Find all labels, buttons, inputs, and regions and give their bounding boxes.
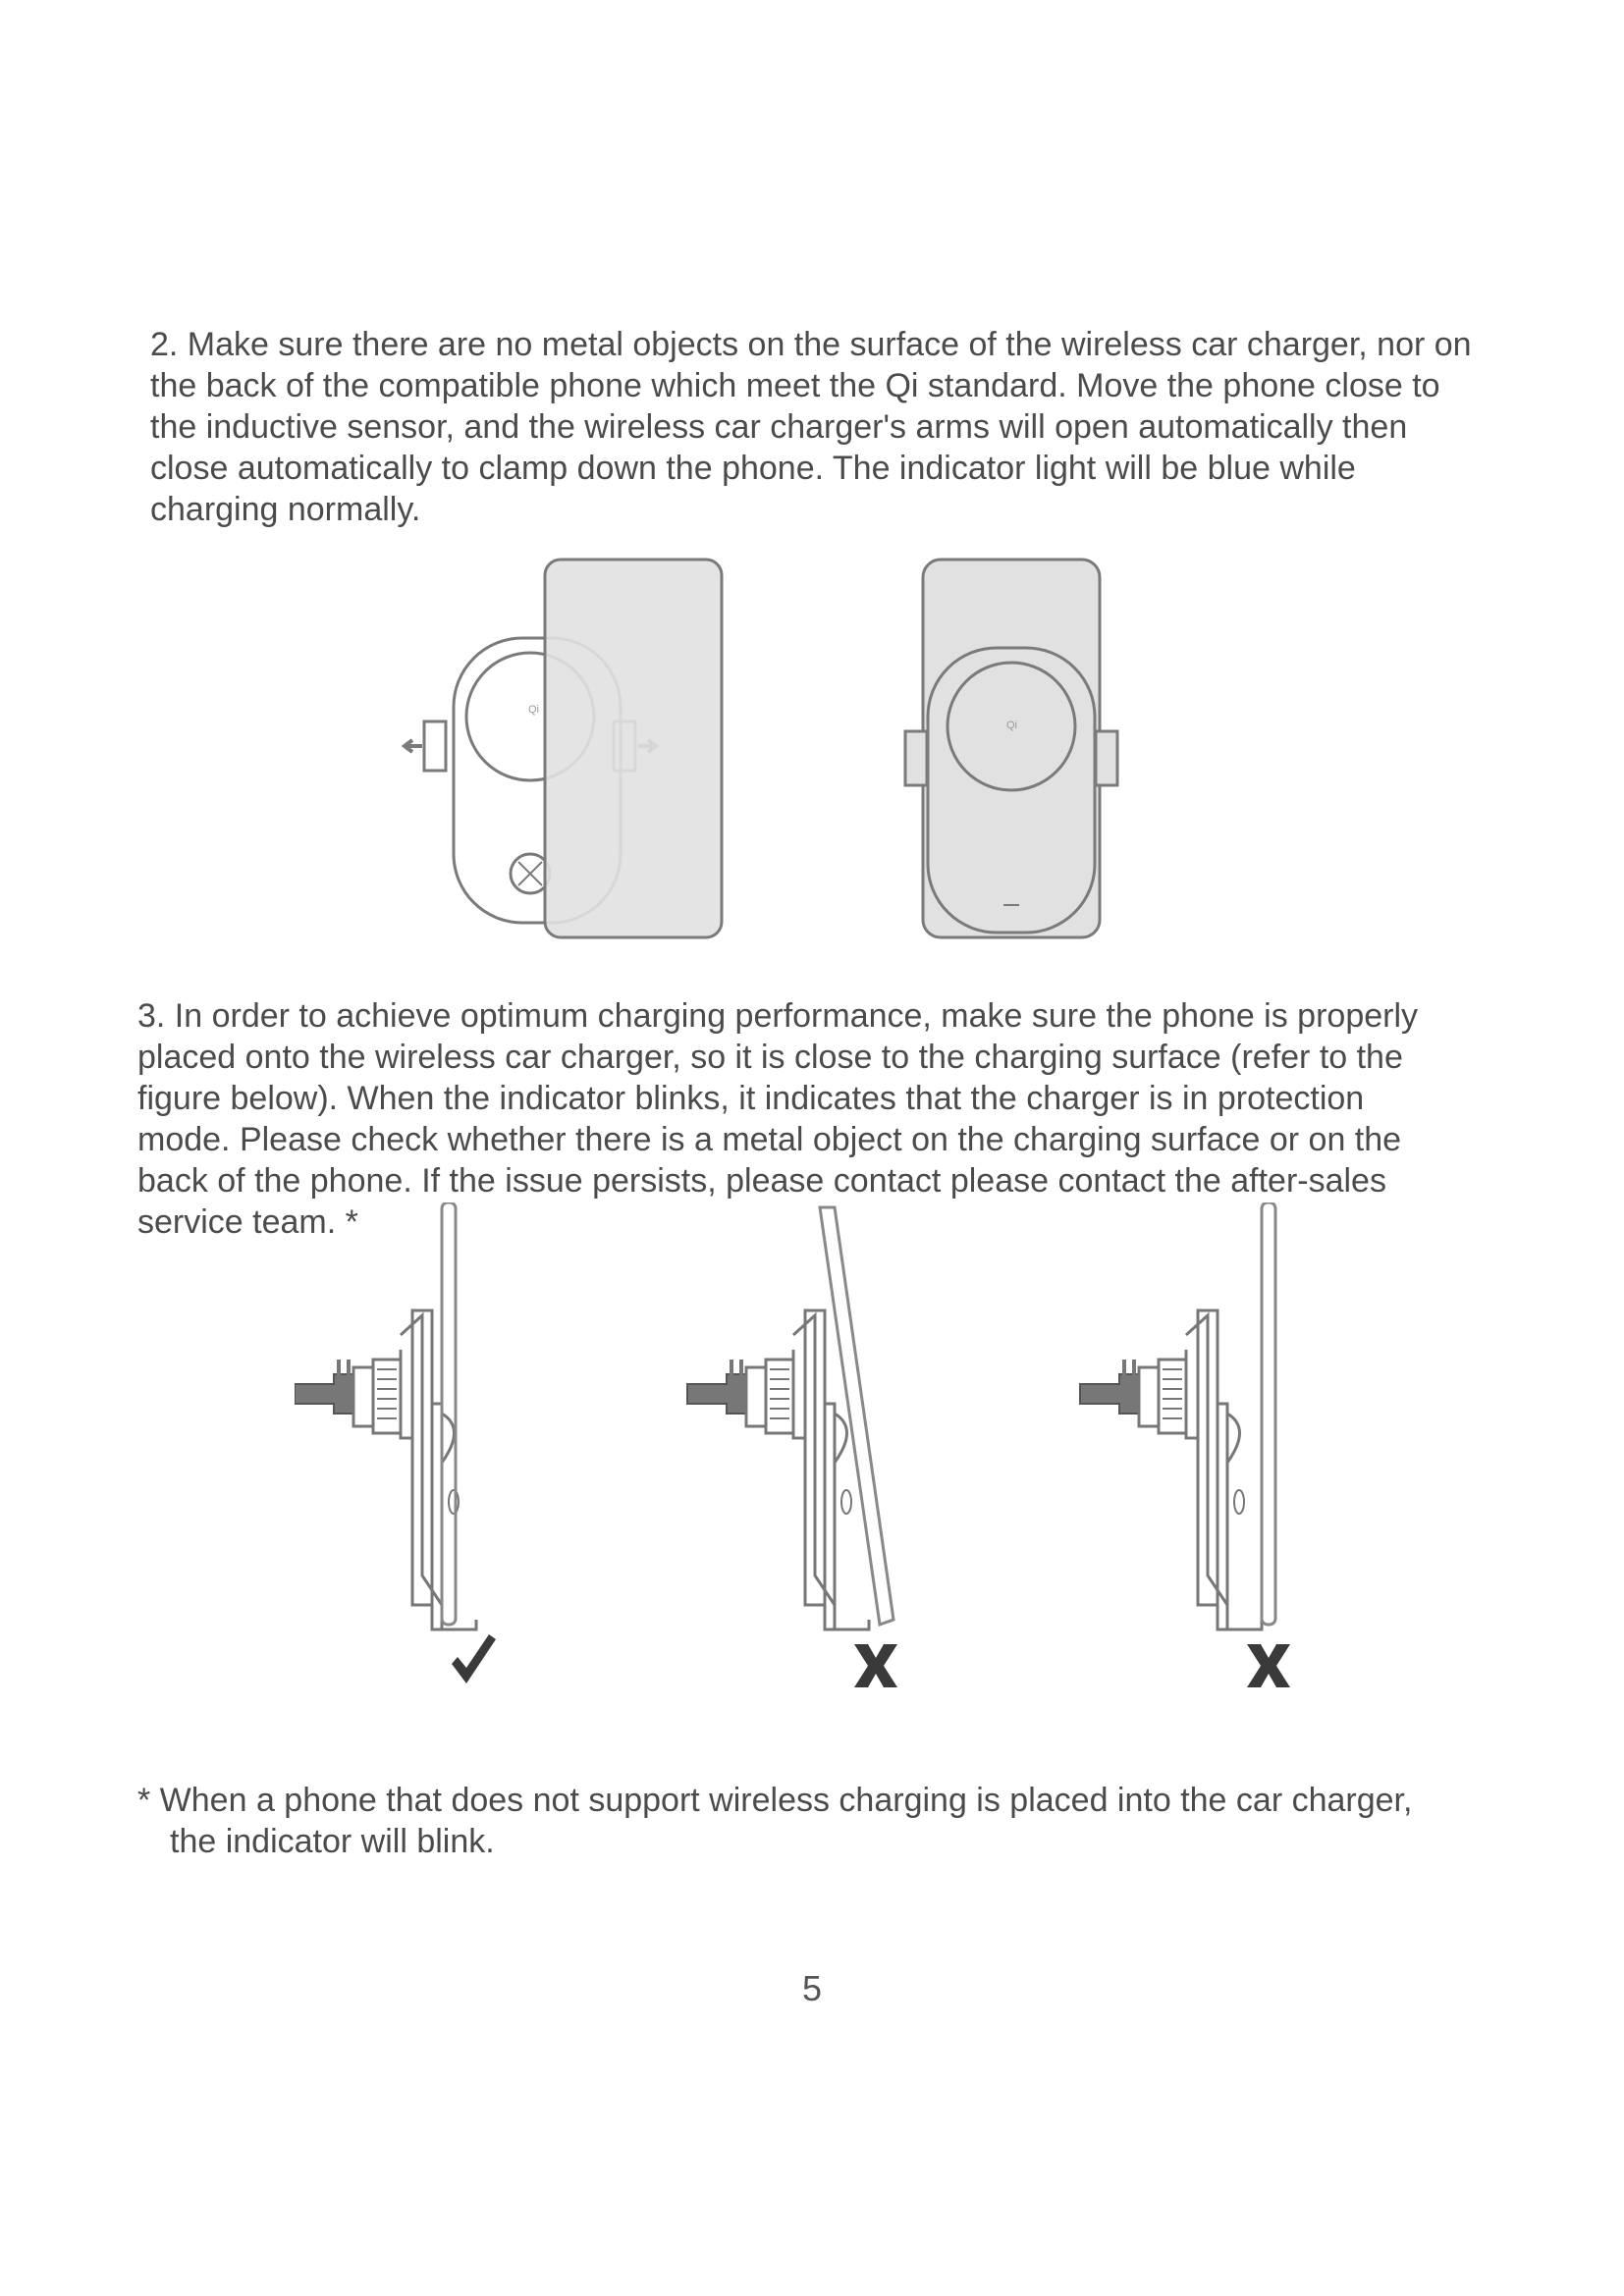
page-number: 5: [801, 1968, 823, 2008]
placement-comparison-illustration: [295, 1202, 1335, 1713]
phone-clamped-illustration: [905, 560, 1117, 937]
footnote: [137, 1780, 1412, 1862]
step-2-line: the back of the compatible phone which meet the Qi standard. Move the phone close to: [150, 367, 1440, 404]
qi-mark: Qi: [1006, 720, 1017, 731]
phone-clamping-illustration: [393, 550, 1159, 942]
arm-open-arrow-left-icon: [405, 740, 422, 752]
step-3-line: placed onto the wireless car charger, so it is close to the charging surface (refer to the: [137, 1039, 1403, 1076]
phone-approaching-illustration: [405, 560, 722, 937]
phone-side-outline: [820, 1207, 893, 1625]
footnote-line: the indicator will blink.: [170, 1823, 495, 1860]
step-3-line: figure below). When the indicator blinks, it indicates that the charger is in protection: [137, 1080, 1365, 1117]
step-3-line: mode. Please check whether there is a metal object on the charging surface or on the: [137, 1121, 1402, 1158]
phone-side-outline: [1262, 1202, 1275, 1625]
qi-mark: Qi: [528, 704, 539, 716]
phone-outline: [923, 560, 1100, 937]
placement-incorrect-offset: [1080, 1202, 1290, 1687]
cross-icon: [1247, 1644, 1290, 1687]
step-3-line: back of the phone. If the issue persists, please contact please contact the after-sales: [137, 1162, 1386, 1200]
placement-incorrect-tilted: [687, 1207, 897, 1687]
step-2-line: 2. Make sure there are no metal objects on the surface of the wireless car charger, nor on: [150, 326, 1472, 363]
step-2-line: charging normally.: [150, 491, 421, 528]
right-arm: [1096, 731, 1117, 785]
left-arm: [905, 731, 927, 785]
phone-outline: [545, 560, 722, 937]
step-3-line: service team. *: [137, 1203, 358, 1241]
sensor-cross-icon: [518, 862, 542, 885]
step-2-line: close automatically to clamp down the phone. The indicator light will be blue while: [150, 450, 1356, 487]
step-2-paragraph: [150, 324, 1472, 530]
placement-correct: [295, 1202, 496, 1683]
check-icon: [452, 1634, 496, 1683]
footnote-line: * When a phone that does not support wireless charging is placed into the car charger,: [137, 1782, 1413, 1819]
step-2-line: the inductive sensor, and the wireless car charger's arms will open automatically then: [150, 408, 1408, 446]
left-arm: [424, 721, 446, 771]
step-3-line: 3. In order to achieve optimum charging performance, make sure the phone is properly: [137, 997, 1419, 1035]
cross-icon: [854, 1644, 897, 1687]
